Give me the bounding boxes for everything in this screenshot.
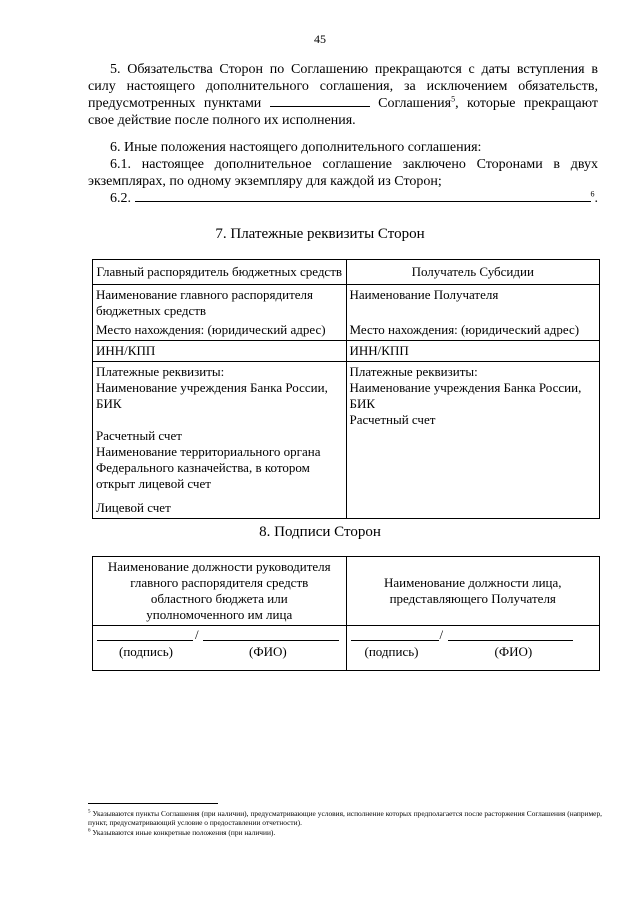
requisites-left-header: Главный распорядитель бюджетных средств <box>93 260 347 285</box>
right-location-label: Место нахождения: (юридический адрес) <box>349 322 580 337</box>
paragraph-5 <box>88 61 598 129</box>
footnote-ref-6: 6 <box>590 189 595 199</box>
footnote-6 <box>88 828 602 837</box>
requisites-right-main <box>346 285 600 341</box>
requisites-right-header: Получатель Субсидии <box>346 260 600 285</box>
signature-left-header: Наименование должности руководителя главного распорядителя средств областного бюджета или уполномоченного им лица <box>93 557 347 626</box>
paragraph-5-tail: , которые прекращают свое действие после полного их исполнения. <box>88 96 598 128</box>
requisites-left-payment <box>93 362 347 519</box>
footnote-separator <box>88 803 218 804</box>
footnote-6-number: 6 <box>88 828 91 834</box>
signature-line <box>351 640 439 641</box>
requisites-left-main <box>93 285 347 341</box>
footnote-5-text: Указываются пункты Соглашения (при наличии), предусматривающие условия, исполнение которых предполагается после расторжения Соглашения (например, пункт, предусматривающий условие о предоставлении отчетности). <box>88 809 602 827</box>
footnote-6-text: Указываются иные конкретные положения (при наличии). <box>90 828 276 837</box>
signature-right-cell <box>346 626 600 671</box>
paragraph-5-agreement: Соглашения <box>378 96 452 111</box>
left-payment-label: Платежные реквизиты: <box>96 364 225 379</box>
fio-label: (ФИО) <box>494 644 533 659</box>
signature-line <box>97 640 193 641</box>
signatures-table <box>92 556 600 671</box>
signature-slash: / <box>195 627 199 642</box>
requisites-table <box>92 259 600 519</box>
fio-line <box>203 640 339 641</box>
paragraph-6-2-label: 6.2. <box>110 191 131 206</box>
left-location-label: Место нахождения: (юридический адрес) <box>96 322 326 337</box>
fio-label: (ФИО) <box>249 644 287 659</box>
paragraph-6-2-end: . <box>594 191 598 206</box>
paragraph-5-text: 5. Обязательства Сторон по Соглашению прекращаются с даты вступления в силу настоящего дополнительного соглашения, за исключением обязательств, предусмотренных пунктами <box>88 62 598 111</box>
left-personal-account-label: Лицевой счет <box>96 500 171 515</box>
signature-label: (подпись) <box>364 644 419 659</box>
paragraph-6-2 <box>88 190 598 207</box>
signature-label: (подпись) <box>119 644 173 659</box>
left-account-label: Расчетный счет <box>96 428 182 443</box>
signature-right-header: Наименование должности лица, представляющего Получателя <box>346 557 600 626</box>
left-bank-label: Наименование учреждения Банка России, БИК <box>96 380 328 411</box>
right-account-label: Расчетный счет <box>349 412 436 427</box>
left-name-label: Наименование главного распорядителя бюджетных средств <box>96 287 313 318</box>
blank-line <box>135 190 591 202</box>
footnote-ref-5: 5 <box>451 94 456 104</box>
section-8-title: 8. Подписи Сторон <box>259 524 381 540</box>
right-name-label: Наименование Получателя <box>349 287 499 302</box>
footnote-5-number: 5 <box>88 809 91 815</box>
footnote-5 <box>88 809 602 827</box>
right-payment-label: Платежные реквизиты: <box>349 364 478 379</box>
right-inn-kpp: ИНН/КПП <box>346 341 600 362</box>
signature-left-cell <box>93 626 347 671</box>
blank-line <box>270 95 370 107</box>
section-7-title: 7. Платежные реквизиты Сторон <box>215 226 425 242</box>
page-number: 45 <box>314 32 326 46</box>
paragraph-6-1: 6.1. настоящее дополнительное соглашение заключено Сторонами в двух экземплярах, по одному экземпляру для каждой из Сторон; <box>88 157 598 189</box>
left-treasury-label: Наименование территориального органа Федерального казначейства, в котором открыт лицевой счет <box>96 444 321 491</box>
left-inn-kpp: ИНН/КПП <box>93 341 347 362</box>
right-bank-label: Наименование учреждения Банка России, БИК <box>349 380 582 411</box>
signature-slash: / <box>439 627 444 642</box>
fio-line <box>448 640 573 641</box>
requisites-right-payment <box>346 362 600 519</box>
paragraph-6: 6. Иные положения настоящего дополнительного соглашения: <box>110 140 482 155</box>
